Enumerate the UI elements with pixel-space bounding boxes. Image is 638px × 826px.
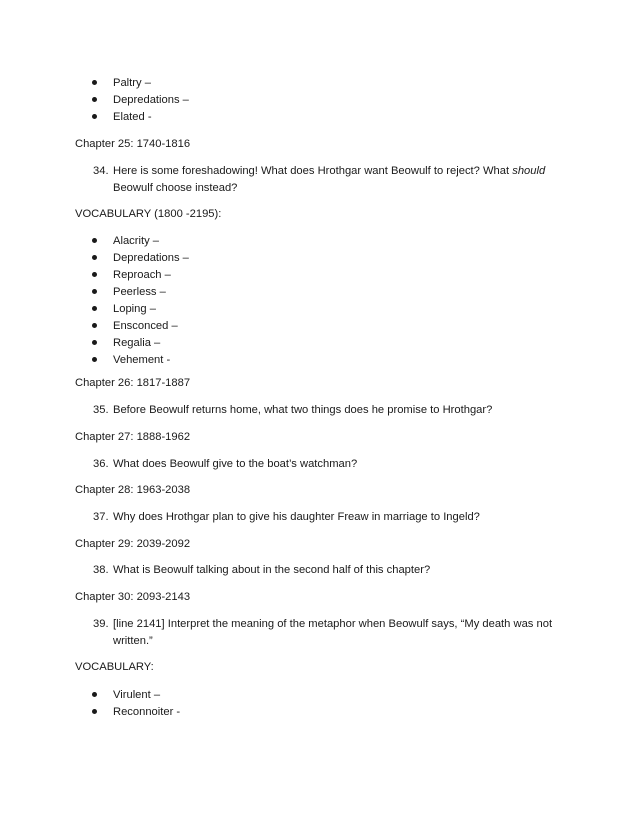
- bullet-icon: [92, 323, 97, 328]
- list-item: Regalia –: [113, 337, 161, 349]
- list-item: Depredations –: [113, 94, 189, 106]
- bullet-icon: [92, 80, 97, 85]
- list-item: Depredations –: [113, 252, 189, 264]
- question-number: 39.: [93, 618, 109, 630]
- bullet-icon: [92, 709, 97, 714]
- chapter-heading: Chapter 29: 2039-2092: [75, 538, 191, 550]
- list-item: Reproach –: [113, 269, 171, 281]
- list-item: Peerless –: [113, 286, 166, 298]
- question-number: 35.: [93, 404, 109, 416]
- vocabulary-heading: VOCABULARY (1800 -2195):: [75, 208, 222, 220]
- chapter-heading: Chapter 28: 1963-2038: [75, 484, 191, 496]
- list-item: Paltry –: [113, 77, 151, 89]
- list-item: Vehement -: [113, 354, 171, 366]
- question-number: 34.: [93, 165, 109, 177]
- bullet-icon: [92, 114, 97, 119]
- question-emphasis: should: [512, 165, 546, 177]
- question-text: Why does Hrothgar plan to give his daughter Freaw in marriage to Ingeld?: [113, 511, 480, 523]
- question-number: 38.: [93, 564, 109, 576]
- list-item: Alacrity –: [113, 235, 160, 247]
- question-text: Before Beowulf returns home, what two things does he promise to Hrothgar?: [113, 404, 493, 416]
- chapter-heading: Chapter 26: 1817-1887: [75, 377, 191, 389]
- list-item: Elated -: [113, 111, 152, 123]
- question-text-continued: written.”: [113, 635, 153, 647]
- question-text-continued: Beowulf choose instead?: [113, 182, 238, 194]
- chapter-heading: Chapter 27: 1888-1962: [75, 431, 191, 443]
- chapter-heading: Chapter 30: 2093-2143: [75, 591, 191, 603]
- bullet-icon: [92, 306, 97, 311]
- vocabulary-heading: VOCABULARY:: [75, 661, 154, 673]
- question-number: 36.: [93, 458, 109, 470]
- question-number: 37.: [93, 511, 109, 523]
- bullet-icon: [92, 289, 97, 294]
- bullet-icon: [92, 357, 97, 362]
- question-text-part: Here is some foreshadowing! What does Hrothgar want Beowulf to reject? What: [113, 165, 513, 177]
- list-item: Ensconced –: [113, 320, 178, 332]
- question-text: [113, 164, 545, 178]
- question-text: What is Beowulf talking about in the second half of this chapter?: [113, 564, 431, 576]
- question-text: [line 2141] Interpret the meaning of the metaphor when Beowulf says, “My death was not: [113, 618, 553, 630]
- list-item: Loping –: [113, 303, 156, 315]
- chapter-heading: Chapter 25: 1740-1816: [75, 138, 191, 150]
- bullet-icon: [92, 255, 97, 260]
- question-text: What does Beowulf give to the boat’s watchman?: [113, 458, 358, 470]
- list-item: Virulent –: [113, 689, 161, 701]
- bullet-icon: [92, 692, 97, 697]
- bullet-icon: [92, 238, 97, 243]
- bullet-icon: [92, 340, 97, 345]
- bullet-icon: [92, 97, 97, 102]
- bullet-icon: [92, 272, 97, 277]
- list-item: Reconnoiter -: [113, 706, 181, 718]
